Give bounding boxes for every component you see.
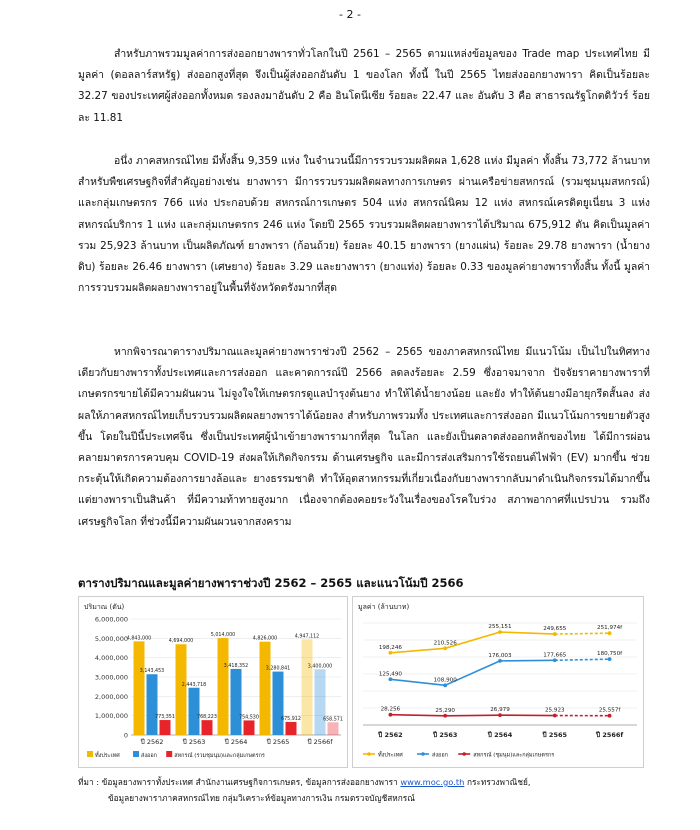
line-segment xyxy=(500,632,555,634)
bar-data-label: 754,530 xyxy=(239,715,259,721)
line-segment xyxy=(390,715,445,716)
line-data-label: 177,665 xyxy=(543,652,567,659)
bar xyxy=(286,722,297,735)
bar-data-label: 3,418,352 xyxy=(223,663,249,669)
line-point xyxy=(608,657,612,661)
bar-data-label: 4,947,112 xyxy=(294,634,320,640)
source-link[interactable]: www.moc.go.th xyxy=(400,777,465,787)
line-segment xyxy=(500,660,555,661)
bar-ytick-label: 1,000,000 xyxy=(94,712,128,721)
line-point xyxy=(608,714,612,718)
line-data-label: 255,151 xyxy=(488,624,512,631)
bar xyxy=(315,669,326,735)
bar xyxy=(189,688,200,735)
bar-data-label: 675,912 xyxy=(281,716,301,722)
line-point xyxy=(389,713,393,717)
paragraph-1: สำหรับภาพรวมมูลค่าการส่งออกยางพาราทั่วโลกในปี 2561 – 2565 ตามแหล่งข้อมูลของ Trade map ประเทศไทย มีมูลค่า (ดอลลาร์สหรัฐ) ส่งออกสูงที่สุด จึงเป็นผู้ส่งออกอันดับ 1 ของโลก ทั้งนี้ ในปี 2565 ไทยส่งออกยางพารา คิดเป็นร้อยละ 32.27 ของประเทศผู้ส่งออกทั้งหมด รองลงมาอันดับ 2 คือ อินโดนีเซีย ร้อยละ 22.47 และ อันดับ 3 คือ สาธารณรัฐโกตดิวัวร์ ร้อยละ 11.81 xyxy=(78,48,650,124)
line-chart-ylabel: มูลค่า (ล้านบาท) xyxy=(358,603,410,611)
line-data-label: 180,750f xyxy=(597,651,623,658)
bar xyxy=(134,641,145,735)
bar-category-label: ปี 2563 xyxy=(182,738,206,746)
line-data-label: 176,003 xyxy=(488,652,512,659)
bar-category-label: ปี 2564 xyxy=(224,738,248,746)
line-data-label: 108,900 xyxy=(433,677,457,684)
line-legend-label: ทั้งประเทศ xyxy=(378,752,403,759)
bar-legend-label: สหกรณ์ (รวมชุมนุม)และกลุ่มเกษตรกร xyxy=(174,753,265,759)
bar-legend-label: ส่งออก xyxy=(141,753,157,759)
bar xyxy=(244,720,255,735)
line-category-label: ปี 2562 xyxy=(378,731,403,739)
line-legend-marker xyxy=(421,752,425,756)
line-legend-marker xyxy=(462,752,466,756)
line-point xyxy=(553,658,557,662)
line-segment xyxy=(445,715,500,716)
bar-legend-label: ทั้งประเทศ xyxy=(95,753,120,759)
bar xyxy=(260,642,271,735)
bar xyxy=(160,720,171,735)
line-data-label: 198,246 xyxy=(378,644,402,651)
line-segment xyxy=(555,633,610,634)
line-data-label: 25,557f xyxy=(598,707,621,714)
bar-ytick-label: 2,000,000 xyxy=(94,692,128,701)
line-data-label: 251,974f xyxy=(597,625,623,632)
table-title: ตารางปริมาณและมูลค่ายางพาราช่วงปี 2562 – 2565 และแนวโน้มปี 2566 xyxy=(78,576,464,590)
chart-figure xyxy=(78,596,644,766)
line-point xyxy=(498,630,502,634)
bar-legend-swatch xyxy=(87,751,93,757)
line-point xyxy=(553,632,557,636)
line-point xyxy=(498,713,502,717)
source-text-1: ข้อมูลยางพาราทั้งประเทศ สำนักงานเศรษฐกิจการเกษตร, ข้อมูลการส่งออกยางพารา xyxy=(101,777,398,787)
line-data-label: 210,526 xyxy=(433,640,457,647)
line-data-label: 125,490 xyxy=(378,671,402,678)
bar xyxy=(328,722,339,735)
paragraph-2-block xyxy=(78,151,650,299)
line-data-label: 25,923 xyxy=(545,707,565,714)
bar-data-label: 4,843,000 xyxy=(126,636,152,642)
line-category-label: ปี 2563 xyxy=(432,731,458,739)
bar-ytick-label: 4,000,000 xyxy=(94,654,128,663)
line-point xyxy=(608,631,612,635)
line-point xyxy=(553,714,557,718)
source-text-1b: กระทรวงพาณิชย์, xyxy=(466,777,531,787)
volume-bar-chart-panel xyxy=(78,596,348,768)
bar-legend-swatch xyxy=(166,751,172,757)
source-line-1 xyxy=(78,774,658,790)
source-note xyxy=(78,774,658,806)
bar-data-label: 2,443,718 xyxy=(181,682,207,688)
source-label: ที่มา : xyxy=(78,777,100,787)
bar-ytick-label: 6,000,000 xyxy=(94,615,128,624)
bar xyxy=(176,644,187,735)
line-point xyxy=(389,651,393,655)
paragraph-3-block xyxy=(78,342,650,533)
line-legend-marker xyxy=(367,752,371,756)
line-category-label: ปี 2566f xyxy=(595,731,624,739)
paragraph-1-block xyxy=(78,44,650,129)
bar xyxy=(302,639,313,735)
bar-data-label: 4,694,000 xyxy=(168,639,194,645)
bar-ytick-label: 3,000,000 xyxy=(94,673,128,682)
volume-bar-chart xyxy=(79,597,347,767)
bar-legend-swatch xyxy=(133,751,139,757)
bar-data-label: 3,143,453 xyxy=(139,669,165,675)
bar-data-label: 5,014,000 xyxy=(210,633,236,639)
line-category-label: ปี 2565 xyxy=(542,731,568,739)
line-point xyxy=(498,659,502,663)
bar xyxy=(202,720,213,735)
bar xyxy=(231,669,242,735)
bar xyxy=(147,674,158,735)
line-data-label: 25,290 xyxy=(435,707,455,714)
line-data-label: 249,655 xyxy=(543,626,567,633)
line-data-label: 26,979 xyxy=(490,707,510,714)
bar-data-label: 3,400,000 xyxy=(307,664,333,670)
line-category-label: ปี 2564 xyxy=(487,731,513,739)
line-point xyxy=(443,683,447,687)
line-legend-label: ส่งออก xyxy=(432,752,448,759)
page-number: - 2 - xyxy=(339,8,361,21)
line-segment xyxy=(555,659,610,660)
value-line-chart xyxy=(353,597,643,767)
line-legend-label: สหกรณ์ (ชุมนุม)และกลุ่มเกษตรกร xyxy=(473,752,555,759)
bar-data-label: 4,826,000 xyxy=(252,636,278,642)
line-data-label: 28,256 xyxy=(380,706,401,713)
bar-data-label: 768,223 xyxy=(197,715,217,721)
value-line-chart-panel xyxy=(352,596,644,768)
line-point xyxy=(443,646,447,650)
bar-ytick-label: 0 xyxy=(123,731,128,740)
bar-chart-ylabel: ปริมาณ (ตัน) xyxy=(84,603,125,611)
bar-ytick-label: 5,000,000 xyxy=(94,634,128,643)
bar-category-label: ปี 2562 xyxy=(140,738,164,746)
bar-data-label: 658,571 xyxy=(323,717,343,723)
bar-category-label: ปี 2566f xyxy=(307,738,333,746)
line-point xyxy=(389,677,393,681)
bar-category-label: ปี 2565 xyxy=(266,738,290,746)
line-point xyxy=(443,714,447,718)
bar-data-label: 3,280,841 xyxy=(265,666,291,672)
bar xyxy=(218,638,229,735)
source-line-2: ข้อมูลยางพาราภาคสหกรณ์ไทย กลุ่มวิเคราะห์ข้อมูลทางการเงิน กรมตรวจบัญชีสหกรณ์ xyxy=(108,793,415,803)
bar xyxy=(273,672,284,735)
paragraph-3: หากพิจารณาตารางปริมาณและมูลค่ายางพาราช่วงปี 2562 – 2565 ของภาคสหกรณ์ไทย มีแนวโน้ม เป็นไปในทิศทางเดียวกับยางพาราทั้งประเทศและการส่งออก และคาดการณ์ปี 2566 ลดลงร้อยละ 2.59 ซึ่งอาจมาจาก ปัจจัยราคายางพาราที่เกษตรกรขายได้มีความผันผวน ไม่จูงใจให้เกษตรกรดูแลบำรุงต้นยาง ทำให้ได้น้ำยางน้อย และยัง ทำให้ต้นยางมีอายุกรีดสั้นลง ส่งผลให้ภาคสหกรณ์ไทยเก็บรวบรวมผลิตผลยางพาราได้น้อยลง สำหรับภาพรวมทั้ง ประเทศและการส่งออก มีแนวโน้มการขยายตัวสูงขึ้น โดยในปีนี้ประเทศจีน ซึ่งเป็นประเทศผู้นำเข้ายางพารามากที่สุด ในโลก และยังเป็นตลาดส่งออกหลักของไทย ได้มีการผ่อนคลายมาตรการควบคุม COVID-19 ส่งผลให้เกิดกิจกรรม ด้านเศรษฐกิจ และมีการส่งเสริมการใช้รถยนต์ไฟฟ้า (EV) มากขึ้น ช่วยกระตุ้นให้เกิดความต้องการยางล้อและ ยางธรรมชาติ ทำให้อุตสาหกรรมที่เกี่ยวเนื่องกับยางพารากลับมาดำเนินกิจกรรมได้มากขึ้น แต่ยางพาราเป็นสินค้า ที่มีความท้าทายสูงมาก เนื่องจากต้องคอยระวังในเรื่องของโรคใบร่วง สภาพอากาศที่แปรปวน รวมถึงเศรษฐกิจโลก ที่ช่วงนี้มีความผันผวนจากสงคราม xyxy=(78,346,650,528)
paragraph-2: อนึ่ง ภาคสหกรณ์ไทย มีทั้งสิ้น 9,359 แห่ง ในจำนวนนี้มีการรวบรวมผลิตผล 1,628 แห่ง มีมูลค่า ทั้งสิ้น 73,772 ล้านบาท สำหรับพืชเศรษฐกิจที่สำคัญอย่างเช่น ยางพารา มีการรวบรวมผลิตผลทางการเกษตร ผ่านเครือข่ายสหกรณ์ (รวมชุมนุมสหกรณ์) และกลุ่มเกษตรกร 766 แห่ง ประกอบด้วย สหกรณ์การเกษตร 504 แห่ง สหกรณ์นิคม 12 แห่ง สหกรณ์เครดิตยูเนี่ยน 3 แห่ง สหกรณ์บริการ 1 แห่ง และกลุ่มเกษตรกร 246 แห่ง โดยปี 2565 รวบรวมผลิตผลยางพาราได้ปริมาณ 675,912 ตัน คิดเป็นมูลค่ารวม 25,923 ล้านบาท เป็นผลิตภัณฑ์ ยางพารา (ก้อนถ้วย) ร้อยละ 40.15 ยางพารา (ยางแผ่น) ร้อยละ 29.78 ยางพารา (น้ำยางดิบ) ร้อยละ 26.46 ยางพารา (เศษยาง) ร้อยละ 3.29 และยางพารา (ยางแท่ง) ร้อยละ 0.33 ของมูลค่ายางพาราทั้งสิ้น ทั้งนี้ มูลค่า การรวบรวมผลิตผลยางพาราอยู่ในพื้นที่จังหวัดตรังมากที่สุด xyxy=(78,155,650,295)
bar-data-label: 773,351 xyxy=(155,715,175,721)
